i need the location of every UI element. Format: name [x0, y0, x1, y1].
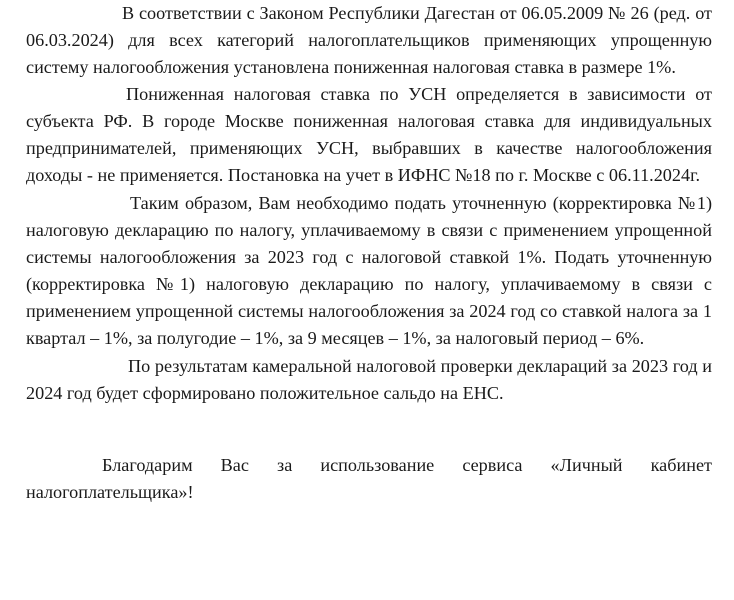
document-body — [26, 0, 712, 506]
paragraph-moscow-rate: Пониженная налоговая ставка по УСН определяется в зависимости от субъекта РФ. В городе Москве пониженная налоговая ставка для индивидуальных предпринимателей, применяющих УСН, выбравших в качестве налогообложения доходы - не применяется. Постановка на учет в ИФНС №18 по г. Москве с 06.11.2024г. — [26, 84, 712, 185]
paragraph-thanks: Благодарим Вас за использование сервиса «Личный кабинет налогоплательщика»! — [26, 455, 712, 502]
paragraph-corrected-declaration: Таким образом, Вам необходимо подать уточненную (корректировка №1) налоговую декларацию по налогу, уплачиваемому в связи с применением упрощенной системы налогообложения за 2023 год с налоговой ставкой 1%. Подать уточненную (корректировка №1) налоговую декларацию по налогу, уплачиваемому в связи с применением упрощенной системы налогообложения за 2024 год со ставкой налога за 1 квартал – 1%, за полугодие – 1%, за 9 месяцев – 1%, за налоговый период – 6%. — [26, 193, 712, 348]
paragraph-law-reference: В соответствии с Законом Республики Дагестан от 06.05.2009 № 26 (ред. от 06.03.2024) для всех категорий налогоплательщиков применяющих упрощенную систему налогообложения установлена пониженная налоговая ставка в размере 1%. — [26, 3, 712, 77]
paragraph-audit-result: По результатам камеральной налоговой проверки деклараций за 2023 год и 2024 год будет сформировано положительное сальдо на ЕНС. — [26, 356, 712, 403]
